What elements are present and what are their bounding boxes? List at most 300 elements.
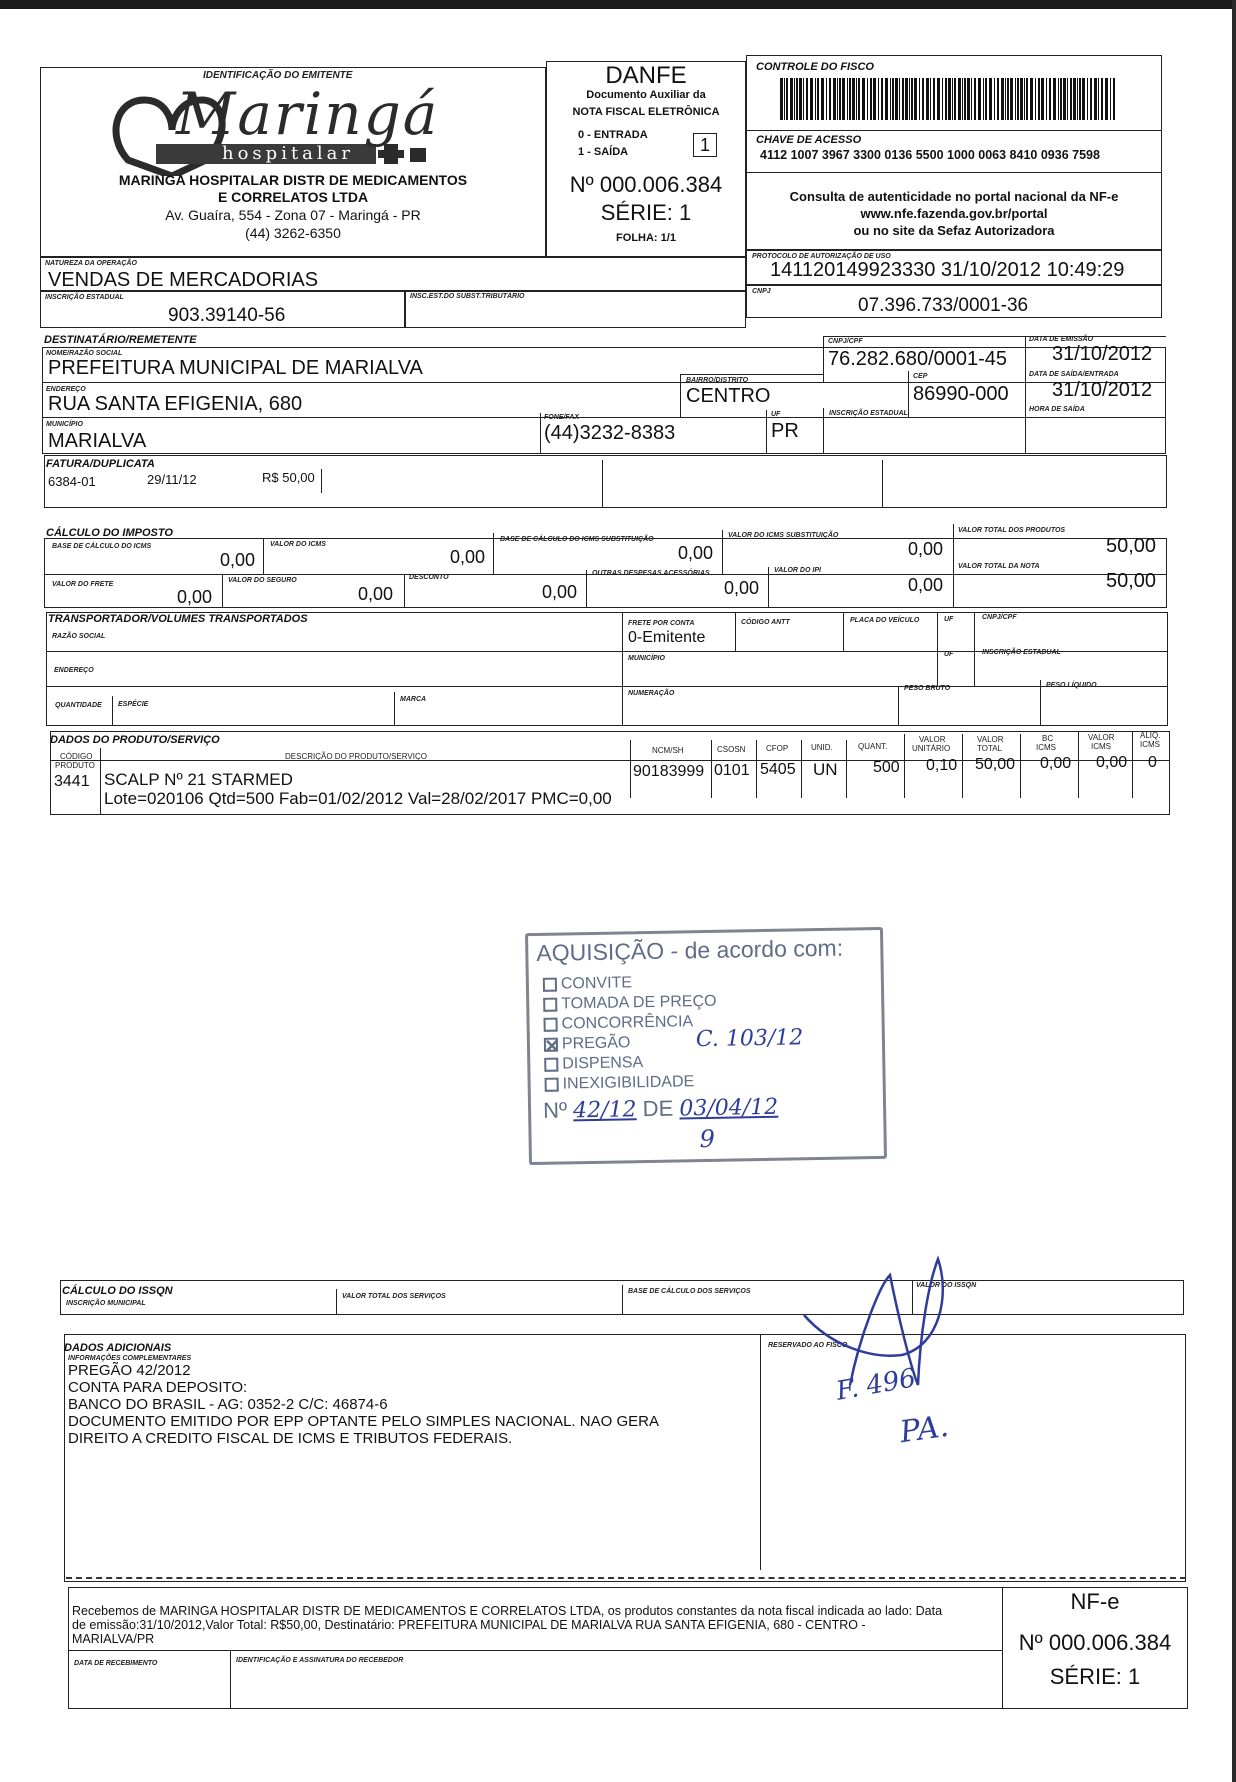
seguro-value: 0,00	[358, 584, 394, 604]
dest-fone-label: FONE/FAX	[544, 414, 580, 421]
ie-st-label: INSC.EST.DO SUBST.TRIBUTÁRIO	[410, 293, 525, 300]
dest-emissao-value: 31/10/2012	[1052, 343, 1153, 365]
item-descricao-1: SCALP Nº 21 STARMED	[104, 770, 293, 789]
barcode-bar	[1030, 78, 1033, 120]
numeracao-label: NUMERAÇÃO	[628, 690, 675, 697]
barcode-bar	[1077, 78, 1078, 120]
danfe-sub-1: Documento Auxiliar da	[586, 89, 706, 101]
barcode-bar	[1035, 78, 1036, 120]
imposto-v8	[768, 567, 769, 608]
info-line-1: PREGÃO 42/2012	[68, 1362, 191, 1379]
barcode-bar	[810, 78, 813, 120]
item-vicms: 0,00	[1096, 754, 1128, 771]
barcode-bar	[815, 78, 816, 120]
logo-subtext: hospitalar	[222, 143, 355, 164]
valor-st-value: 0,00	[908, 539, 944, 559]
barcode-bar	[983, 78, 984, 120]
total-prod-label: VALOR TOTAL DOS PRODUTOS	[958, 527, 1066, 534]
canhoto-v2	[230, 1650, 231, 1709]
seguro-label: VALOR DO SEGURO	[228, 577, 297, 584]
barcode-bar	[881, 78, 883, 120]
h-csosn: CSOSN	[717, 745, 746, 754]
barcode-bar	[833, 78, 836, 120]
transp-v5	[974, 612, 975, 686]
barcode-bar	[899, 78, 900, 120]
barcode-bar	[997, 78, 999, 120]
dest-municipio-label: MUNICÍPIO	[46, 421, 83, 428]
dest-nome-label: NOME/RAZÃO SOCIAL	[46, 350, 123, 357]
placa-label: PLACA DO VEÍCULO	[850, 617, 920, 624]
stamp-c-hand: C. 103/12	[695, 1025, 804, 1053]
h-vtotal-2: TOTAL	[977, 744, 1003, 753]
barcode-bar	[962, 78, 963, 120]
barcode-bar	[1067, 78, 1068, 120]
barcode-bar	[803, 78, 804, 120]
item-bc: 0,00	[1040, 755, 1072, 772]
emitente-address: Av. Guaíra, 554 - Zona 07 - Maringá - PR	[165, 207, 421, 223]
danfe-tipo-box: 1	[693, 133, 717, 157]
barcode-bar	[1024, 78, 1025, 120]
assinatura-label: IDENTIFICAÇÃO E ASSINATURA DO RECEBEDOR	[236, 1657, 404, 1664]
item-codigo: 3441	[54, 773, 90, 790]
canhoto-serie: SÉRIE: 1	[1049, 1664, 1141, 1689]
fisco-label: CONTROLE DO FISCO	[756, 61, 874, 73]
stamp-opt-inexigibilidade: INEXIGIBILIDADE	[544, 1073, 694, 1094]
transp-municipio-label: MUNICÍPIO	[628, 655, 665, 662]
barcode-bar	[796, 78, 798, 120]
barcode-bar	[985, 78, 987, 120]
barcode-bar	[911, 78, 913, 120]
fatura-box	[44, 455, 1167, 508]
item-csosn: 0101	[714, 762, 750, 779]
barcode-bar	[784, 78, 785, 120]
barcode-bar	[847, 78, 848, 120]
barcode-bar	[839, 78, 841, 120]
dest-vline-ie	[823, 408, 824, 454]
barcode-bar	[849, 78, 851, 120]
h-unid: UNID.	[811, 743, 833, 752]
barcode-bar	[885, 78, 888, 120]
adicionais-v	[760, 1334, 761, 1570]
h-quant: QUANT.	[858, 742, 888, 751]
consulta-2: www.nfe.fazenda.gov.br/portal	[860, 206, 1048, 221]
dest-nome-value: PREFEITURA MUNICIPAL DE MARIALVA	[48, 357, 423, 379]
razao-label: RAZÃO SOCIAL	[52, 633, 106, 640]
dest-bairro-top	[680, 374, 823, 375]
canhoto-text-1: Recebemos de MARINGA HOSPITALAR DISTR DE MEDICAMENTOS E CORRELATOS LTDA, os produtos constantes da nota fiscal indicada ao lado: Data	[72, 1604, 943, 1618]
data-recebimento-label: DATA DE RECEBIMENTO	[74, 1660, 158, 1667]
frete-conta-label: FRETE POR CONTA	[628, 620, 695, 627]
barcode-bar	[1079, 78, 1081, 120]
prod-v-csosn	[711, 740, 712, 798]
dest-bairro-label: BAIRRO/DISTRITO	[686, 377, 749, 384]
barcode-bar	[1063, 78, 1066, 120]
dest-cep-label: CEP	[913, 373, 928, 380]
transp-v8	[112, 696, 113, 726]
barcode-bar	[1007, 78, 1009, 120]
imposto-v4	[953, 524, 954, 608]
imposto-v2	[493, 533, 494, 574]
barcode-bar	[826, 78, 827, 120]
h-bc-1: BC	[1042, 734, 1054, 743]
destinatario-section: DESTINATÁRIO/REMETENTE	[44, 334, 197, 346]
barcode-bar	[1087, 78, 1088, 120]
produtos-section: DADOS DO PRODUTO/SERVIÇO	[50, 734, 220, 746]
barcode-bar	[790, 78, 793, 120]
adicionais-section: DADOS ADICIONAIS	[64, 1342, 172, 1354]
ie-label: INSCRIÇÃO ESTADUAL	[45, 294, 124, 301]
dest-vline-cep	[908, 371, 909, 417]
fatura-valor: R$ 50,00	[262, 470, 315, 485]
dest-vline-bairro	[680, 374, 681, 417]
transp-v4	[937, 612, 938, 686]
fatura-numero: 6384-01	[48, 474, 96, 489]
checked-box-icon	[544, 1037, 558, 1051]
dest-saida-value: 31/10/2012	[1052, 379, 1153, 401]
barcode-bar	[780, 78, 783, 120]
barcode-bar	[964, 78, 966, 120]
fisco-divider-2	[746, 172, 1162, 173]
barcode-bar	[1098, 78, 1099, 120]
dest-top-right	[823, 336, 1166, 337]
issqn-valor-label: VALOR DO ISSQN	[916, 1282, 977, 1289]
barcode-bar	[1020, 78, 1023, 120]
outras-label: OUTRAS DESPESAS ACESSÓRIAS	[592, 570, 710, 577]
h-aliq-2: ICMS	[1140, 740, 1160, 749]
dest-bairro-value: CENTRO	[686, 385, 771, 407]
item-ncm: 90183999	[633, 763, 705, 780]
info-line-4: DOCUMENTO EMITIDO POR EPP OPTANTE PELO SIMPLES NACIONAL. NAO GERA	[68, 1413, 659, 1430]
quantidade-label: QUANTIDADE	[55, 702, 102, 709]
danfe-serie: SÉRIE: 1	[600, 200, 692, 225]
h-cfop: CFOP	[766, 744, 789, 753]
barcode-bar	[837, 78, 838, 120]
dest-emissao-label: DATA DE EMISSÃO	[1029, 336, 1094, 343]
fatura-section: FATURA/DUPLICATA	[46, 458, 155, 470]
h-vunit-1: VALOR	[919, 735, 946, 744]
danfe-folha: FOLHA: 1/1	[616, 232, 676, 244]
stamp-opt-pregao: PREGÃO	[544, 1034, 631, 1054]
stamp-opt-concorrencia: CONCORRÊNCIA	[543, 1013, 693, 1034]
checkbox-icon	[545, 1077, 559, 1091]
chave-acesso: 4112 1007 3967 3300 0136 5500 1000 0063 8410 0936 7598	[760, 148, 1100, 162]
barcode-bar	[922, 78, 924, 120]
scan-edge-right	[1232, 0, 1236, 1782]
adicionais-box	[64, 1334, 1186, 1582]
dest-vline-fone	[540, 413, 541, 454]
dest-vline-cnpj	[823, 336, 824, 382]
chave-label: CHAVE DE ACESSO	[756, 134, 862, 146]
barcode-bar	[1101, 78, 1103, 120]
natureza-value: VENDAS DE MERCADORIAS	[48, 269, 319, 291]
prod-v-bc	[1020, 734, 1021, 798]
barcode	[780, 78, 1120, 120]
barcode-bar	[1001, 78, 1004, 120]
consulta-3: ou no site da Sefaz Autorizadora	[853, 223, 1055, 238]
barcode-bar	[909, 78, 910, 120]
barcode-bar	[930, 78, 931, 120]
dest-uf-value: PR	[771, 420, 799, 442]
item-quant: 500	[873, 759, 900, 776]
barcode-bar	[817, 78, 819, 120]
dest-cep-value: 86990-000	[913, 383, 1009, 405]
barcode-bar	[954, 78, 956, 120]
barcode-bar	[1058, 78, 1059, 120]
barcode-bar	[1017, 78, 1019, 120]
transp-uf-label: UF	[944, 616, 954, 623]
dest-municipio-value: MARIALVA	[48, 430, 147, 452]
issqn-v2	[622, 1285, 623, 1315]
checkbox-icon	[543, 1017, 557, 1031]
prod-v-vicms	[1078, 731, 1079, 798]
issqn-base-label: BASE DE CÁLCULO DOS SERVIÇOS	[628, 1288, 751, 1295]
checkbox-icon	[544, 1057, 558, 1071]
barcode-bar	[905, 78, 908, 120]
reservado-label: RESERVADO AO FISCO	[768, 1342, 848, 1349]
barcode-bar	[873, 78, 876, 120]
barcode-bar	[862, 78, 865, 120]
barcode-bar	[1073, 78, 1076, 120]
prod-v-unid	[801, 740, 802, 798]
imposto-section: CÁLCULO DO IMPOSTO	[46, 527, 173, 539]
total-prod-value: 50,00	[1106, 535, 1157, 557]
issqn-vts-label: VALOR TOTAL DOS SERVIÇOS	[342, 1293, 446, 1300]
sign-f-number: F. 496	[834, 1363, 919, 1407]
transp-endereco-label: ENDEREÇO	[54, 667, 94, 674]
h-aliq-1: ALIQ.	[1140, 731, 1161, 740]
fatura-vline-3	[882, 460, 883, 508]
dest-vline-uf	[766, 410, 767, 454]
stamp-opt-convite: CONVITE	[543, 974, 632, 994]
barcode-bar	[1046, 78, 1047, 120]
dest-cnpj-value: 76.282.680/0001-45	[828, 348, 1008, 370]
prod-v-vunit	[904, 734, 905, 798]
transp-v2	[735, 612, 736, 651]
dest-uf-label: UF	[771, 411, 781, 418]
total-nota-value: 50,00	[1106, 570, 1157, 592]
fatura-vline-2	[602, 460, 603, 508]
barcode-bar	[989, 78, 992, 120]
danfe-entrada: 0 - ENTRADA	[578, 129, 648, 141]
barcode-bar	[895, 78, 898, 120]
barcode-bar	[919, 78, 920, 120]
barcode-bar	[852, 78, 855, 120]
barcode-bar	[1041, 78, 1044, 120]
frete-value: 0,00	[177, 587, 213, 607]
dest-ie-label: INSCRIÇÃO ESTADUAL	[829, 410, 908, 417]
barcode-bar	[1053, 78, 1056, 120]
barcode-bar	[1090, 78, 1092, 120]
scan-edge-top	[0, 0, 1236, 9]
barcode-bar	[799, 78, 802, 120]
transp-uf2-label: UF	[944, 651, 954, 658]
transp-ie-label: INSCRIÇÃO ESTADUAL	[982, 649, 1061, 656]
barcode-bar	[867, 78, 868, 120]
dest-endereco-value: RUA SANTA EFIGENIA, 680	[48, 393, 303, 415]
canhoto-numero: Nº 000.006.384	[1018, 1630, 1172, 1655]
canhoto-text-3: MARIALVA/PR	[72, 1632, 155, 1646]
transp-cnpj-label: CNPJ/CPF	[982, 614, 1017, 621]
stamp-mark: 9	[699, 1124, 716, 1154]
barcode-bar	[870, 78, 872, 120]
prod-v-ncm	[630, 740, 631, 798]
item-descricao-2: Lote=020106 Qtd=500 Fab=01/02/2012 Val=28/02/2017 PMC=0,00	[104, 789, 612, 808]
dest-hora-label: HORA DE SAÍDA	[1029, 406, 1085, 413]
valor-st-label: VALOR DO ICMS SUBSTITUIÇÃO	[728, 532, 839, 539]
issqn-section: CÁLCULO DO ISSQN	[62, 1285, 173, 1297]
h-descricao: DESCRIÇÃO DO PRODUTO/SERVIÇO	[285, 752, 427, 761]
fatura-vencimento: 29/11/12	[147, 472, 197, 487]
dest-vline-date	[1025, 336, 1026, 454]
aquisicao-stamp	[525, 927, 887, 1165]
peso-bruto-label: PESO BRUTO	[904, 685, 951, 692]
danfe-numero: Nº 000.006.384	[569, 172, 723, 197]
barcode-bar	[1038, 78, 1040, 120]
h-vicms-1: VALOR	[1088, 733, 1115, 742]
barcode-bar	[1049, 78, 1051, 120]
dest-fone-value: (44)3232-8383	[544, 422, 676, 444]
stamp-title: AQUISIÇÃO - de acordo com:	[536, 934, 844, 966]
barcode-bar	[829, 78, 831, 120]
prod-v-cfop	[756, 740, 757, 798]
barcode-bar	[926, 78, 929, 120]
barcode-bar	[806, 78, 808, 120]
item-vtotal: 50,00	[975, 756, 1016, 773]
stamp-num-line: Nº 42/12 DE 03/04/12	[542, 1094, 779, 1124]
barcode-bar	[878, 78, 879, 120]
prod-v-vtotal	[962, 734, 963, 798]
h-vtotal-1: VALOR	[977, 735, 1004, 744]
ipi-value: 0,00	[908, 575, 944, 595]
info-line-5: DIREITO A CREDITO FISCAL DE ICMS E TRIBUTOS FEDERAIS.	[68, 1430, 513, 1447]
prod-v-quant	[846, 740, 847, 798]
ipi-label: VALOR DO IPI	[774, 567, 821, 574]
h-bc-2: ICMS	[1036, 743, 1056, 752]
barcode-bar	[786, 78, 788, 120]
barcode-bar	[994, 78, 995, 120]
h-codigo-1: CÓDIGO	[60, 752, 93, 761]
barcode-bar	[890, 78, 891, 120]
desconto-label: DESCONTO	[409, 574, 449, 581]
fatura-vline-1	[321, 469, 322, 493]
imposto-v6	[404, 574, 405, 608]
base-icms-value: 0,00	[220, 550, 256, 570]
stamp-opt-tomada: TOMADA DE PREÇO	[543, 993, 717, 1014]
barcode-bar	[794, 78, 795, 120]
barcode-bar	[858, 78, 860, 120]
base-st-label: BASE DE CÁLCULO DO ICMS SUBSTITUIÇÃO	[500, 536, 654, 543]
item-unid: UN	[813, 760, 838, 779]
natureza-label: NATUREZA DA OPERAÇÃO	[45, 260, 137, 267]
barcode-bar	[842, 78, 845, 120]
h-ncm: NCM/SH	[652, 746, 684, 755]
canhoto-h	[68, 1650, 1002, 1651]
barcode-bar	[933, 78, 935, 120]
issqn-im-label: INSCRIÇÃO MUNICIPAL	[66, 1300, 146, 1307]
imposto-v7	[586, 570, 587, 608]
checkbox-icon	[543, 977, 557, 991]
emitente-phone: (44) 3262-6350	[245, 225, 341, 241]
outras-value: 0,00	[724, 578, 760, 598]
transp-line-2	[46, 686, 1168, 687]
barcode-bar	[1015, 78, 1016, 120]
transp-v1	[622, 612, 623, 726]
consulta-1: Consulta de autenticidade no portal nacional da NF-e	[789, 189, 1119, 204]
barcode-bar	[1105, 78, 1108, 120]
canhoto-nfe: NF-e	[1070, 1589, 1120, 1614]
emitente-name-1: MARINGA HOSPITALAR DISTR DE MEDICAMENTOS	[118, 172, 468, 188]
desconto-value: 0,00	[542, 582, 578, 602]
item-vunit: 0,10	[926, 757, 958, 774]
protocolo-value: 141120149923330 31/10/2012 10:49:29	[770, 259, 1125, 281]
barcode-bar	[821, 78, 824, 120]
cnpj-emit-label: CNPJ	[752, 288, 771, 295]
h-vicms-2: ICMS	[1091, 742, 1111, 751]
canhoto-text-2: de emissão:31/10/2012,Valor Total: R$50,00, Destinatário: PREFEITURA MUNICIPAL DE MARIALVA RUA SANTA EFIGENIA, 680 - CENTRO -	[72, 1618, 866, 1632]
emitente-name-2: E CORRELATOS LTDA	[217, 189, 369, 205]
emitente-label: IDENTIFICAÇÃO DO EMITENTE	[203, 70, 353, 81]
info-line-3: BANCO DO BRASIL - AG: 0352-2 C/C: 46874-6	[68, 1396, 388, 1413]
ie-value: 903.39140-56	[168, 305, 286, 326]
barcode-bar	[1060, 78, 1062, 120]
barcode-bar	[1070, 78, 1072, 120]
barcode-bar	[952, 78, 953, 120]
frete-conta-value: 0-Emitente	[628, 629, 706, 646]
barcode-bar	[967, 78, 970, 120]
issqn-v1	[336, 1289, 337, 1315]
item-aliq: 0	[1148, 754, 1157, 771]
valor-icms-label: VALOR DO ICMS	[270, 541, 326, 548]
barcode-bar	[1094, 78, 1097, 120]
transp-v9	[394, 692, 395, 726]
transporte-box	[46, 612, 1168, 726]
barcode-bar	[948, 78, 951, 120]
prod-v-cod	[100, 748, 101, 815]
barcode-bar	[1005, 78, 1006, 120]
stamp-opt-dispensa: DISPENSA	[544, 1054, 643, 1074]
checkbox-icon	[543, 997, 557, 1011]
barcode-bar	[902, 78, 904, 120]
base-st-value: 0,00	[678, 543, 714, 563]
barcode-bar	[945, 78, 947, 120]
transp-v6	[898, 686, 899, 726]
transporte-section: TRANSPORTADOR/VOLUMES TRANSPORTADOS	[48, 613, 308, 625]
imposto-v5	[222, 574, 223, 608]
cnpj-emit-value: 07.396.733/0001-36	[858, 295, 1029, 316]
dest-row-line-2	[42, 417, 1166, 418]
dest-cnpj-label: CNPJ/CPF	[828, 338, 863, 345]
barcode-bar	[1082, 78, 1085, 120]
item-cfop: 5405	[760, 761, 796, 778]
barcode-bar	[937, 78, 940, 120]
barcode-bar	[942, 78, 943, 120]
sign-pa: PA.	[897, 1408, 951, 1451]
info-line-2: CONTA PARA DEPOSITO:	[68, 1379, 248, 1396]
base-icms-label: BASE DE CÁLCULO DO ICMS	[52, 543, 152, 550]
danfe-saida: 1 - SAÍDA	[578, 146, 629, 158]
barcode-bar	[1110, 78, 1111, 120]
prod-v-aliq	[1132, 731, 1133, 798]
barcode-bar	[974, 78, 976, 120]
valor-icms-value: 0,00	[450, 547, 486, 567]
cut-line	[66, 1577, 1186, 1579]
transp-v3	[843, 612, 844, 651]
imposto-v3	[722, 530, 723, 574]
fisco-divider-1	[746, 130, 1162, 131]
danfe-sub-2: NOTA FISCAL ELETRÔNICA	[572, 106, 720, 118]
transp-v7	[1040, 680, 1041, 726]
h-vunit-2: UNITÁRIO	[912, 744, 951, 753]
